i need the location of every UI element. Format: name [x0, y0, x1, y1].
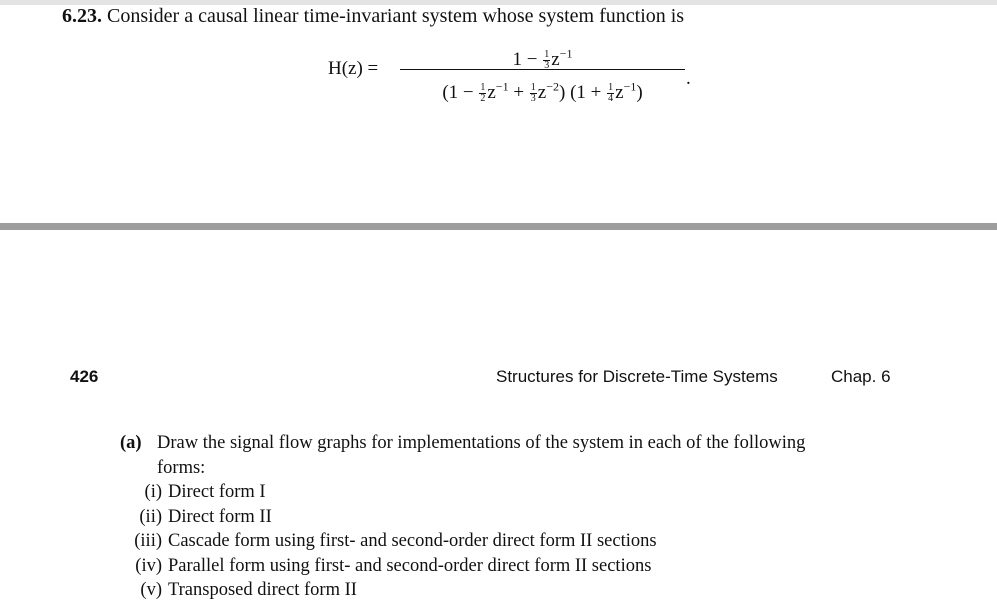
part-a-text-line1: Draw the signal flow graphs for implementations of the system in each of the following [157, 433, 806, 453]
item-text: Cascade form using first- and second-order direct form II sections [168, 531, 657, 551]
equation-terminator: . [686, 68, 691, 89]
part-a [120, 431, 805, 603]
item-numeral: (v) [140, 580, 162, 600]
list-item [120, 505, 805, 530]
page-number: 426 [70, 367, 99, 386]
item-numeral: (i) [144, 482, 162, 502]
equation-numerator: 1 − $\frac{1}{3}$ $z^{-1}$ [512, 47, 573, 72]
equation-lhs: H(z) = [328, 58, 379, 79]
system-function-equation [328, 40, 708, 110]
page-divider [0, 223, 997, 230]
list-item [120, 480, 805, 505]
list-item [120, 529, 805, 554]
item-numeral: (ii) [139, 506, 162, 527]
problem-number: 6.23. [62, 5, 102, 27]
item-numeral: (iv) [135, 555, 162, 576]
chapter-label: Chap. 6 [831, 367, 891, 386]
list-item [120, 554, 805, 579]
item-text: Direct form II [168, 506, 272, 527]
list-item [120, 578, 805, 603]
problem-statement [62, 5, 684, 28]
chapter-title: Structures for Discrete-Time Systems [496, 367, 778, 386]
part-a-label: (a) [120, 433, 142, 453]
item-numeral: (iii) [134, 531, 162, 551]
equation-fraction [400, 40, 685, 105]
item-text: Transposed direct form II [168, 580, 357, 600]
part-a-line1 [120, 431, 805, 456]
forms-list [120, 480, 805, 603]
item-text: Parallel form using first- and second-order direct form II sections [168, 555, 652, 576]
problem-text: Consider a causal linear time-invariant system whose system function is [107, 5, 685, 27]
item-text: Direct form I [168, 482, 266, 502]
equation-denominator: (1 − $\frac{1}{2}$ $z^{-1}$ + $\frac{1}{3}$ $z^{-2}$) (1 + $\frac{1}{4}$ $z^{-1}$) [442, 80, 643, 105]
part-a-line2: forms: [157, 457, 206, 478]
